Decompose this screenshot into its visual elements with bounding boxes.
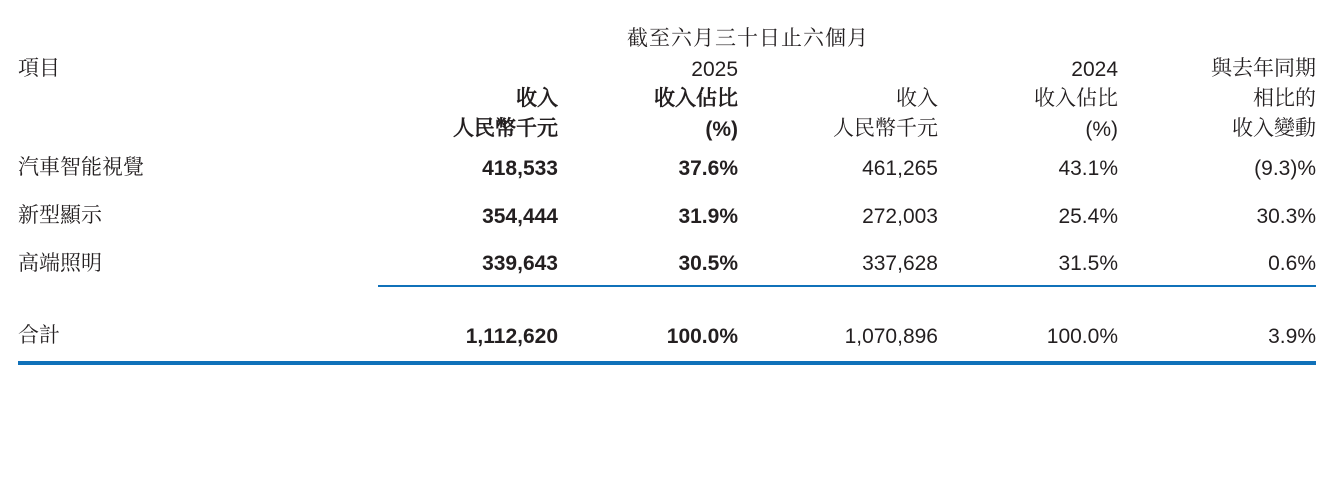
total-label: 合計	[18, 324, 60, 347]
change-header-line2: 相比的	[1253, 87, 1316, 110]
change-header-line1: 與去年同期	[1211, 57, 1316, 80]
change-header-line3: 收入變動	[1232, 117, 1316, 140]
row-revenue-2025: 339,643	[482, 252, 558, 275]
row-revenue-2024: 337,628	[862, 252, 938, 275]
row-change: 30.3%	[1256, 205, 1316, 228]
share-2024-unit: (%)	[1085, 118, 1118, 141]
share-2025-subheader: 收入佔比	[654, 87, 738, 110]
year-header-row	[18, 52, 1316, 82]
total-share-2025: 100.0%	[666, 325, 738, 348]
row-share-2024: 31.5%	[1058, 252, 1118, 275]
revenue-2025-unit: 人民幣千元	[453, 117, 558, 140]
total-change: 3.9%	[1268, 325, 1316, 348]
unit-header-empty	[18, 112, 378, 142]
revenue-breakdown-table	[18, 22, 1316, 365]
period-header-row	[18, 22, 1316, 52]
year-2025-header: 2025	[691, 58, 738, 81]
unit-header-row	[18, 112, 1316, 142]
row-revenue-2024: 461,265	[862, 157, 938, 180]
row-share-2024: 43.1%	[1058, 157, 1118, 180]
total-revenue-2024: 1,070,896	[844, 325, 938, 348]
share-2025-unit: (%)	[705, 118, 738, 141]
sub-header-empty	[18, 82, 378, 112]
rule-line-thick	[18, 363, 1316, 365]
row-revenue-2025: 418,533	[482, 157, 558, 180]
row-label: 汽車智能視覺	[18, 156, 144, 179]
row-share-2025: 30.5%	[678, 252, 738, 275]
total-row	[18, 313, 1316, 363]
year-2024-header: 2024	[1071, 58, 1118, 81]
table-row	[18, 238, 1316, 286]
revenue-2025-subheader: 收入	[516, 87, 558, 110]
spacer	[18, 287, 1316, 313]
row-share-2025: 31.9%	[678, 205, 738, 228]
share-2024-subheader: 收入佔比	[1034, 87, 1118, 110]
spacer-cell	[18, 287, 1316, 313]
table-row	[18, 142, 1316, 190]
revenue-2024-subheader: 收入	[896, 87, 938, 110]
total-revenue-2025: 1,112,620	[465, 325, 558, 348]
table-row	[18, 190, 1316, 238]
row-revenue-2025: 354,444	[482, 205, 558, 228]
period-header-spacer	[18, 22, 378, 52]
row-share-2025: 37.6%	[678, 157, 738, 180]
item-column-header: 項目	[18, 57, 60, 80]
row-change: (9.3)%	[1254, 157, 1316, 180]
financial-table-page	[0, 22, 1334, 480]
row-change: 0.6%	[1268, 252, 1316, 275]
sub-header-row	[18, 82, 1316, 112]
row-label: 新型顯示	[18, 204, 102, 227]
revenue-2024-unit: 人民幣千元	[833, 117, 938, 140]
row-label: 高端照明	[18, 252, 102, 275]
period-header-spacer-right	[1118, 22, 1316, 52]
period-header: 截至六月三十日止六個月	[627, 27, 869, 50]
total-share-2024: 100.0%	[1046, 325, 1118, 348]
total-rule	[18, 363, 1316, 365]
row-revenue-2024: 272,003	[862, 205, 938, 228]
row-share-2024: 25.4%	[1058, 205, 1118, 228]
